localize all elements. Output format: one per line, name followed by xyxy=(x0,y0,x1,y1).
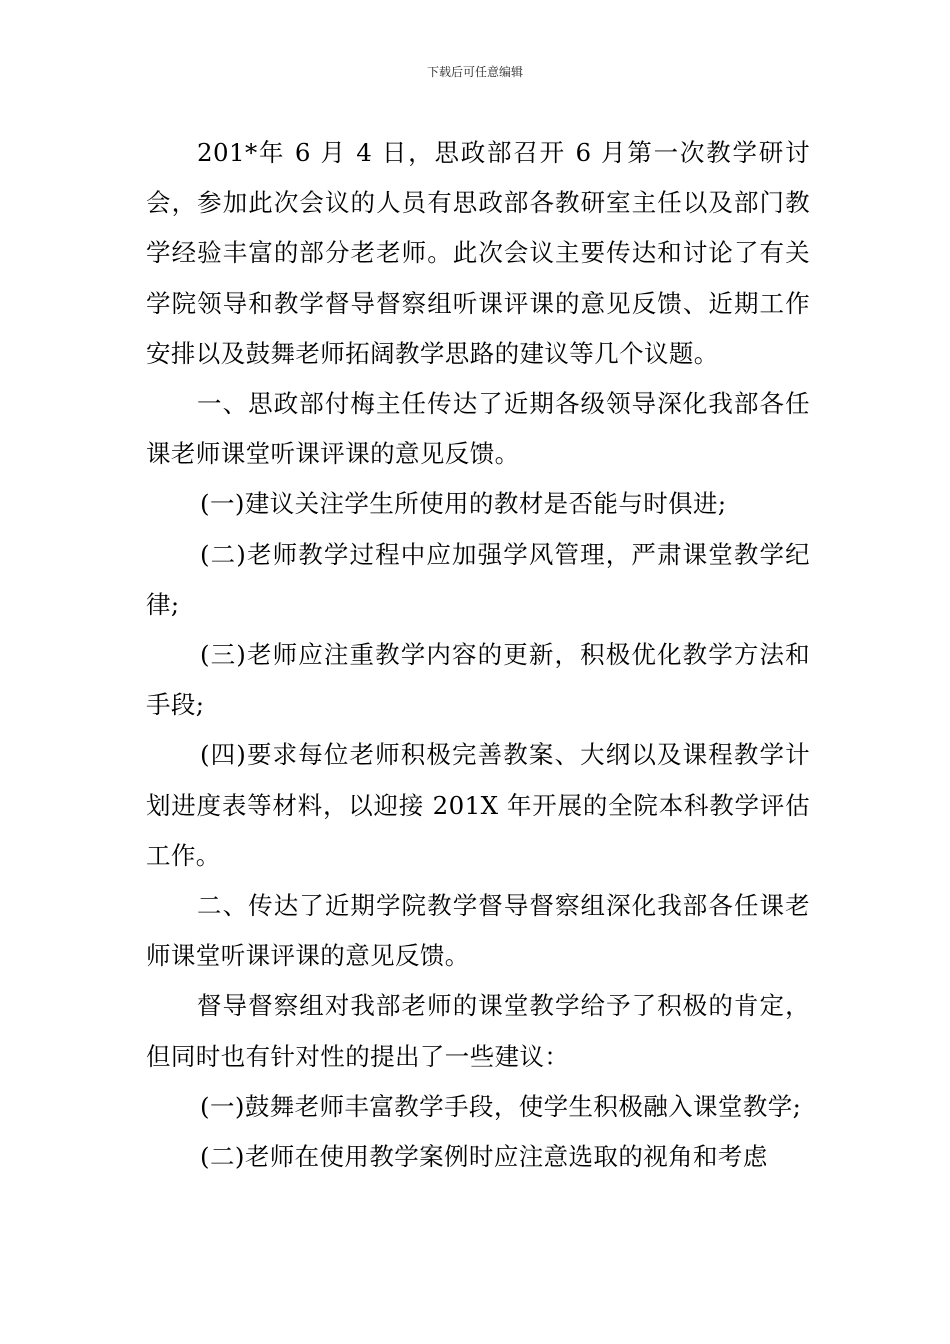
paragraph-item-2-1: (一)鼓舞老师丰富教学手段，使学生积极融入课堂教学; xyxy=(200,1091,802,1121)
paragraph-intro: 201*年 6 月 4 日，思政部召开 6 月第一次教学研讨会，参加此次会议的人员有思政部各教研室主任以及部门教学经验丰富的部分老老师。此次会议主要传达和讨论了有关学院领导和教学督导督察组听课评课的意见反馈、近期工作安排以及鼓舞老师拓阔教学思路的建议等几个议题。 xyxy=(146,138,810,368)
paragraph-item-1-4: (四)要求每位老师积极完善教案、大纲以及课程教学计划进度表等材料，以迎接 201X 年开展的全院本科教学评估工作。 xyxy=(146,740,810,870)
paragraph-item-1-1: (一)建议关注学生所使用的教材是否能与时俱进; xyxy=(200,489,727,519)
paragraph-section-two: 二、传达了近期学院教学督导督察组深化我部各任课老师课堂听课评课的意见反馈。 xyxy=(146,891,810,971)
paragraph-item-1-3: (三)老师应注重教学内容的更新，积极优化教学方法和手段; xyxy=(146,640,810,720)
document-body xyxy=(146,128,810,1182)
paragraph-section-one: 一、思政部付梅主任传达了近期各级领导深化我部各任课老师课堂听课评课的意见反馈。 xyxy=(146,389,810,469)
paragraph-item-2-2: (二)老师在使用教学案例时应注意选取的视角和考虑 xyxy=(200,1142,768,1172)
paragraph-supervision-summary: 督导督察组对我部老师的课堂教学给予了积极的肯定，但同时也有针对性的提出了一些建议： xyxy=(146,991,810,1071)
paragraph-item-1-2: (二)老师教学过程中应加强学风管理，严肃课堂教学纪律; xyxy=(146,539,810,619)
page-header-note: 下载后可任意编辑 xyxy=(426,65,523,79)
